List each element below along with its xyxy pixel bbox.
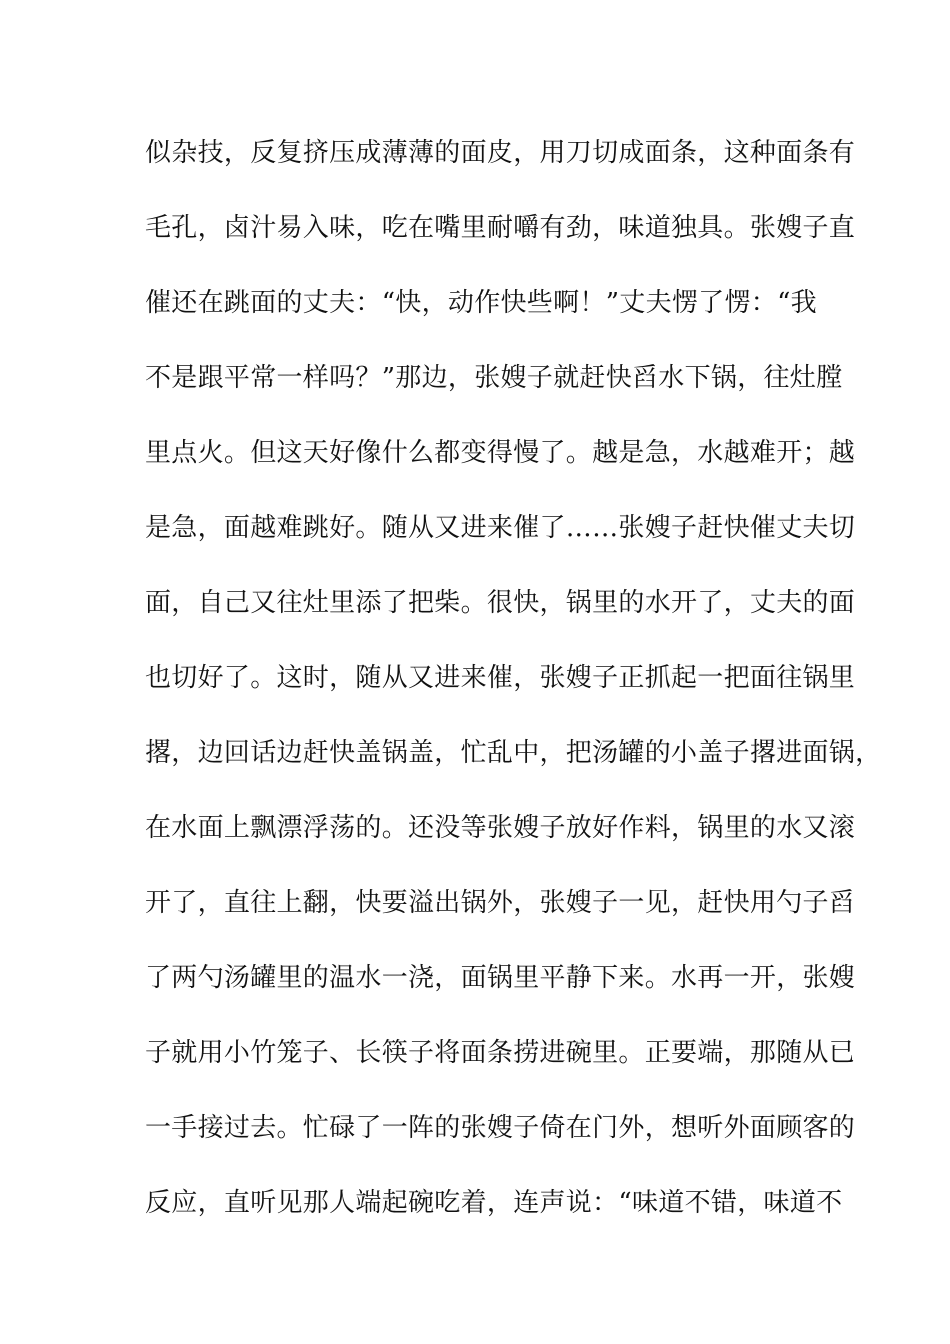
text-line: 在水面上飘漂浮荡的。还没等张嫂子放好作料，锅里的水又滚	[145, 813, 856, 843]
text-line: 反应，直听见那人端起碗吃着，连声说：“味道不错，味道不	[145, 1188, 843, 1218]
text-line: 了两勺汤罐里的温水一浇，面锅里平静下来。水再一开，张嫂	[145, 963, 856, 993]
text-line: 子就用小竹笼子、长筷子将面条捞进碗里。正要端，那随从已	[145, 1038, 856, 1068]
text-line: 一手接过去。忙碌了一阵的张嫂子倚在门外，想听外面顾客的	[145, 1113, 856, 1143]
text-line: 是急，面越难跳好。随从又进来催了……张嫂子赶快催丈夫切	[145, 513, 856, 543]
text-line: 面，自己又往灶里添了把柴。很快，锅里的水开了，丈夫的面	[145, 588, 856, 618]
text-line: 毛孔，卤汁易入味，吃在嘴里耐嚼有劲，味道独具。张嫂子直	[145, 213, 856, 243]
text-line: 里点火。但这天好像什么都变得慢了。越是急，水越难开；越	[145, 438, 856, 468]
body-text	[145, 133, 882, 1258]
text-line: 不是跟平常一样吗？”那边，张嫂子就赶快舀水下锅，往灶膛	[145, 363, 843, 393]
text-line: 撂，边回话边赶快盖锅盖，忙乱中，把汤罐的小盖子撂进面锅，	[145, 738, 882, 768]
text-line: 开了，直往上翻，快要溢出锅外，张嫂子一见，赶快用勺子舀	[145, 888, 856, 918]
text-line: 也切好了。这时，随从又进来催，张嫂子正抓起一把面往锅里	[145, 663, 856, 693]
text-line: 似杂技，反复挤压成薄薄的面皮，用刀切成面条，这种面条有	[145, 138, 856, 168]
text-line: 催还在跳面的丈夫：“快，动作快些啊！”丈夫愣了愣：“我	[145, 288, 817, 318]
